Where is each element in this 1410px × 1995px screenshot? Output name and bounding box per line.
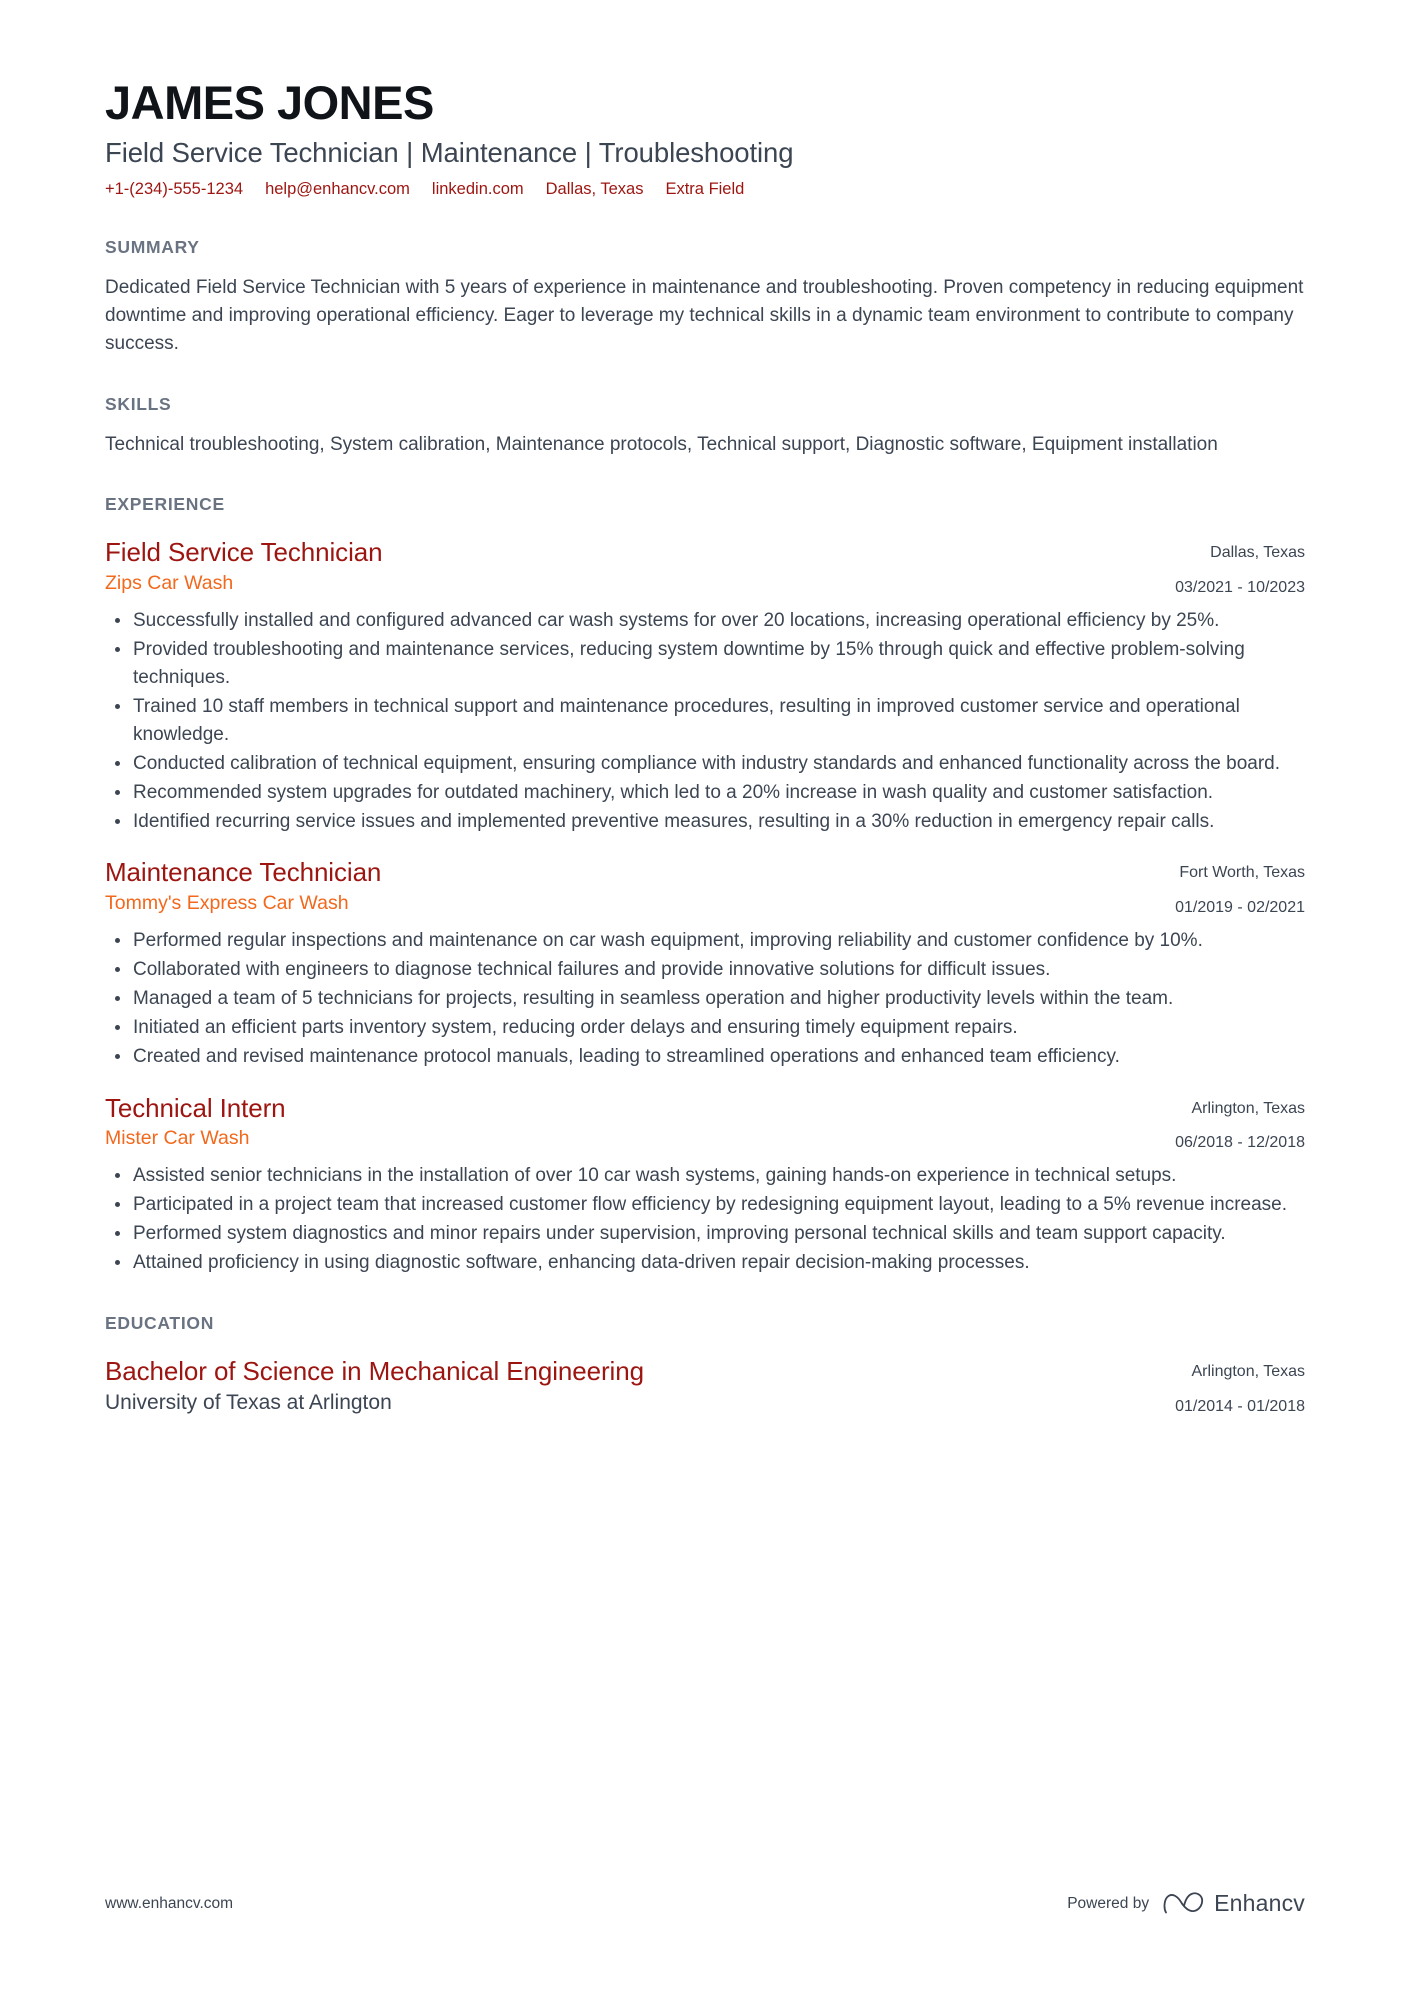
job-dates: 06/2018 - 12/2018 xyxy=(1175,1134,1305,1152)
contact-linkedin[interactable]: linkedin.com xyxy=(431,180,524,199)
footer-brand xyxy=(1067,1890,1305,1917)
enhancv-logo xyxy=(1163,1890,1305,1917)
list-item: Recommended system upgrades for outdated machinery, which led to a 20% increase in wash quality and customer satisfaction. xyxy=(105,779,1305,807)
job-location: Fort Worth, Texas xyxy=(1179,864,1305,882)
footer-website-url[interactable]: www.enhancv.com xyxy=(105,1894,234,1912)
list-item: Collaborated with engineers to diagnose technical failures and provide innovative solutions for difficult issues. xyxy=(105,956,1305,984)
contact-location: Dallas, Texas xyxy=(545,180,644,199)
experience-entry-head-left xyxy=(105,857,1151,915)
enhancv-mark-icon xyxy=(1163,1891,1205,1917)
job-location: Dallas, Texas xyxy=(1210,544,1305,562)
experience-entry-head xyxy=(105,537,1305,599)
list-item: Conducted calibration of technical equipment, ensuring compliance with industry standards and enhanced functionality across the board. xyxy=(105,750,1305,778)
experience-entry xyxy=(105,537,1305,835)
experience-entry-head-right xyxy=(1175,857,1305,919)
summary-text: Dedicated Field Service Technician with 5 years of experience in maintenance and troubleshooting. Proven competency in reducing equipment downtime and improving operational efficiency. Eager to leverage my technical skills in a dynamic team environment to contribute to company success. xyxy=(105,276,1304,354)
section-skills xyxy=(105,394,1305,459)
section-heading-education: EDUCATION xyxy=(105,1312,215,1333)
education-entry xyxy=(105,1356,1305,1418)
company-name: Mister Car Wash xyxy=(105,1126,250,1149)
section-experience xyxy=(105,494,1305,1276)
experience-entry xyxy=(105,857,1305,1070)
list-item: Managed a team of 5 technicians for projects, resulting in seamless operation and higher productivity levels within the team. xyxy=(105,985,1305,1013)
job-title: Technical Intern xyxy=(105,1092,286,1123)
experience-entry xyxy=(105,1093,1305,1277)
company-name: Tommy's Express Car Wash xyxy=(105,891,349,914)
brand-name: Enhancv xyxy=(1214,1890,1305,1916)
contact-extra-field: Extra Field xyxy=(665,180,745,199)
job-title: Maintenance Technician xyxy=(105,857,382,888)
list-item: Participated in a project team that increased customer flow efficiency by redesigning equipment layout, leading to a 5% revenue increase. xyxy=(105,1191,1305,1219)
job-location: Arlington, Texas xyxy=(1191,1099,1305,1117)
section-heading-skills: SKILLS xyxy=(105,393,172,414)
job-dates: 01/2019 - 02/2021 xyxy=(1175,899,1305,917)
list-item: Assisted senior technicians in the installation of over 10 car wash systems, gaining hands-on experience in technical setups. xyxy=(105,1162,1305,1190)
degree-title: Bachelor of Science in Mechanical Engineering xyxy=(105,1355,644,1386)
skills-text: Technical troubleshooting, System calibration, Maintenance protocols, Technical support, Diagnostic software, Equipment installation xyxy=(105,433,1218,455)
school-name: University of Texas at Arlington xyxy=(105,1391,392,1415)
experience-entry-head-right xyxy=(1175,1093,1305,1155)
education-entry-head xyxy=(105,1356,1305,1418)
experience-entry-head xyxy=(105,857,1305,919)
experience-entry-head-left xyxy=(105,537,1151,595)
job-bullet-list xyxy=(105,1162,1305,1277)
contact-row xyxy=(105,179,1305,200)
school-dates: 01/2014 - 01/2018 xyxy=(1175,1397,1305,1415)
professional-headline: Field Service Technician | Maintenance | Troubleshooting xyxy=(105,136,794,168)
job-bullet-list xyxy=(105,927,1305,1071)
school-location: Arlington, Texas xyxy=(1191,1362,1305,1380)
section-heading-summary: SUMMARY xyxy=(105,236,200,257)
company-name: Zips Car Wash xyxy=(105,571,234,594)
list-item: Trained 10 staff members in technical support and maintenance procedures, resulting in improved customer service and operational knowledge. xyxy=(105,693,1305,749)
list-item: Successfully installed and configured advanced car wash systems for over 20 locations, increasing operational efficiency by 25%. xyxy=(105,607,1305,635)
contact-phone[interactable]: +1-(234)-555-1234 xyxy=(105,180,244,199)
experience-entry-head xyxy=(105,1093,1305,1155)
education-entry-head-right xyxy=(1175,1356,1305,1418)
job-title: Field Service Technician xyxy=(105,537,383,568)
list-item: Identified recurring service issues and implemented preventive measures, resulting in a 30% reduction in emergency repair calls. xyxy=(105,808,1305,836)
experience-entry-head-right xyxy=(1175,537,1305,599)
list-item: Performed system diagnostics and minor repairs under supervision, improving personal technical skills and team support capacity. xyxy=(105,1220,1305,1248)
list-item: Attained proficiency in using diagnostic software, enhancing data-driven repair decision-making processes. xyxy=(105,1249,1305,1277)
list-item: Performed regular inspections and maintenance on car wash equipment, improving reliability and customer confidence by 10%. xyxy=(105,927,1305,955)
job-bullet-list xyxy=(105,607,1305,835)
list-item: Created and revised maintenance protocol manuals, leading to streamlined operations and enhanced team efficiency. xyxy=(105,1043,1305,1071)
section-education xyxy=(105,1313,1305,1418)
experience-entry-head-left xyxy=(105,1093,1151,1151)
page-title: JAMES JONES xyxy=(105,76,434,129)
job-dates: 03/2021 - 10/2023 xyxy=(1175,579,1305,597)
contact-email[interactable]: help@enhancv.com xyxy=(265,180,410,199)
list-item: Initiated an efficient parts inventory system, reducing order delays and ensuring timely equipment repairs. xyxy=(105,1014,1305,1042)
page-footer xyxy=(105,1890,1305,1917)
resume-header xyxy=(105,0,1305,201)
section-summary xyxy=(105,237,1305,358)
list-item: Provided troubleshooting and maintenance services, reducing system downtime by 15% through quick and effective problem-solving techniques. xyxy=(105,636,1305,692)
section-heading-experience: EXPERIENCE xyxy=(105,494,225,515)
powered-by-label: Powered by xyxy=(1067,1894,1150,1912)
education-entry-head-left xyxy=(105,1356,1151,1415)
